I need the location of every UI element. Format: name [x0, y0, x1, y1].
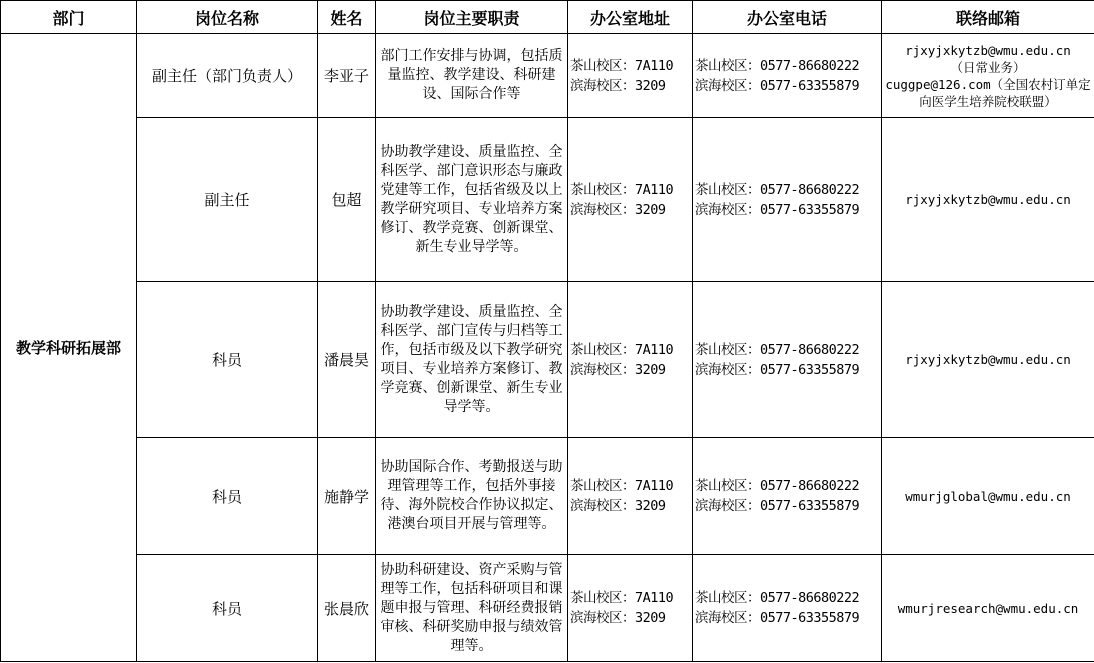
phone-cell [693, 438, 882, 555]
phone-chashan: 茶山校区：0577-86680222 [695, 57, 860, 74]
phone-binhai: 滨海校区：0577-63355879 [695, 201, 860, 218]
address-chashan: 茶山校区：7A110 [570, 181, 674, 198]
email-link-alliance[interactable]: cuggpe@126.com（全国农村订单定向医学生培养院校联盟） [885, 76, 1091, 109]
email-cell [882, 282, 1094, 438]
address-cell [568, 282, 693, 438]
phone-chashan: 茶山校区：0577-86680222 [695, 590, 860, 606]
phone-chashan: 茶山校区：0577-86680222 [695, 341, 860, 358]
header-duty: 岗位主要职责 [376, 1, 568, 34]
phone-cell [693, 118, 882, 282]
title-cell: 副主任（部门负责人） [137, 34, 318, 118]
header-email: 联络邮箱 [882, 1, 1094, 34]
address-binhai: 滨海校区：3209 [570, 361, 666, 378]
address-cell [568, 438, 693, 555]
address-chashan: 茶山校区：7A110 [570, 57, 674, 74]
header-name: 姓名 [318, 1, 376, 34]
email-link[interactable]: wmurjresearch@wmu.edu.cn [897, 600, 1079, 616]
name-cell: 包超 [318, 118, 376, 282]
table-row [1, 34, 1094, 118]
title-cell: 科员 [137, 555, 318, 662]
email-link[interactable]: wmurjglobal@wmu.edu.cn [905, 488, 1071, 504]
address-cell [568, 118, 693, 282]
name-cell: 张晨欣 [318, 555, 376, 662]
header-title: 岗位名称 [137, 1, 318, 34]
address-chashan: 茶山校区：7A110 [570, 341, 674, 358]
name-cell: 李亚子 [318, 34, 376, 118]
table-row [1, 438, 1094, 555]
department-cell: 教学科研拓展部 [1, 34, 137, 662]
header-dept: 部门 [1, 1, 137, 34]
address-chashan: 茶山校区：7A110 [570, 478, 674, 494]
phone-chashan: 茶山校区：0577-86680222 [695, 181, 860, 198]
phone-cell [693, 34, 882, 118]
table-row [1, 118, 1094, 282]
phone-binhai: 滨海校区：0577-63355879 [695, 610, 860, 626]
header-row [1, 1, 1094, 34]
email-link[interactable]: rjxyjxkytzb@wmu.edu.cn [905, 192, 1071, 207]
duty-cell: 协助国际合作、考勤报送与助理管理等工作，包括外事接待、海外院校合作协议拟定、港澳台项目开展与管理等。 [376, 438, 568, 555]
address-chashan: 茶山校区：7A110 [570, 590, 674, 606]
name-cell: 施静学 [318, 438, 376, 555]
email-note: （日常业务） [950, 59, 1026, 75]
phone-binhai: 滨海校区：0577-63355879 [695, 498, 860, 514]
header-address: 办公室地址 [568, 1, 693, 34]
phone-cell [693, 555, 882, 662]
address-cell [568, 34, 693, 118]
duty-cell: 协助科研建设、资产采购与管理等工作，包括科研项目和课题申报与管理、科研经费报销审核、科研奖励申报与绩效管理等。 [376, 555, 568, 662]
email-cell [882, 118, 1094, 282]
address-binhai: 滨海校区：3209 [570, 610, 666, 626]
table-row [1, 555, 1094, 662]
phone-binhai: 滨海校区：0577-63355879 [695, 361, 860, 378]
address-binhai: 滨海校区：3209 [570, 201, 666, 218]
phone-chashan: 茶山校区：0577-86680222 [695, 478, 860, 494]
phone-cell [693, 282, 882, 438]
title-cell: 科员 [137, 438, 318, 555]
email-cell [882, 438, 1094, 555]
table-row [1, 282, 1094, 438]
phone-binhai: 滨海校区：0577-63355879 [695, 77, 860, 94]
duty-cell: 协助教学建设、质量监控、全科医学、部门意识形态与廉政党建等工作，包括省级及以上教学研究项目、专业培养方案修订、教学竞赛、创新课堂、新生专业导学等。 [376, 118, 568, 282]
email-cell [882, 34, 1094, 118]
address-cell [568, 555, 693, 662]
name-cell: 潘晨昊 [318, 282, 376, 438]
header-phone: 办公室电话 [693, 1, 882, 34]
duty-cell: 部门工作安排与协调，包括质量监控、教学建设、科研建设、国际合作等 [376, 34, 568, 118]
address-binhai: 滨海校区：3209 [570, 77, 666, 94]
email-link[interactable]: rjxyjxkytzb@wmu.edu.cn [905, 42, 1071, 58]
email-cell [882, 555, 1094, 662]
title-cell: 副主任 [137, 118, 318, 282]
address-binhai: 滨海校区：3209 [570, 498, 666, 514]
duty-cell: 协助教学建设、质量监控、全科医学、部门宣传与归档等工作，包括市级及以下教学研究项目、专业培养方案修订、教学竞赛、创新课堂、新生专业导学等。 [376, 282, 568, 438]
email-link[interactable]: rjxyjxkytzb@wmu.edu.cn [905, 352, 1071, 367]
title-cell: 科员 [137, 282, 318, 438]
